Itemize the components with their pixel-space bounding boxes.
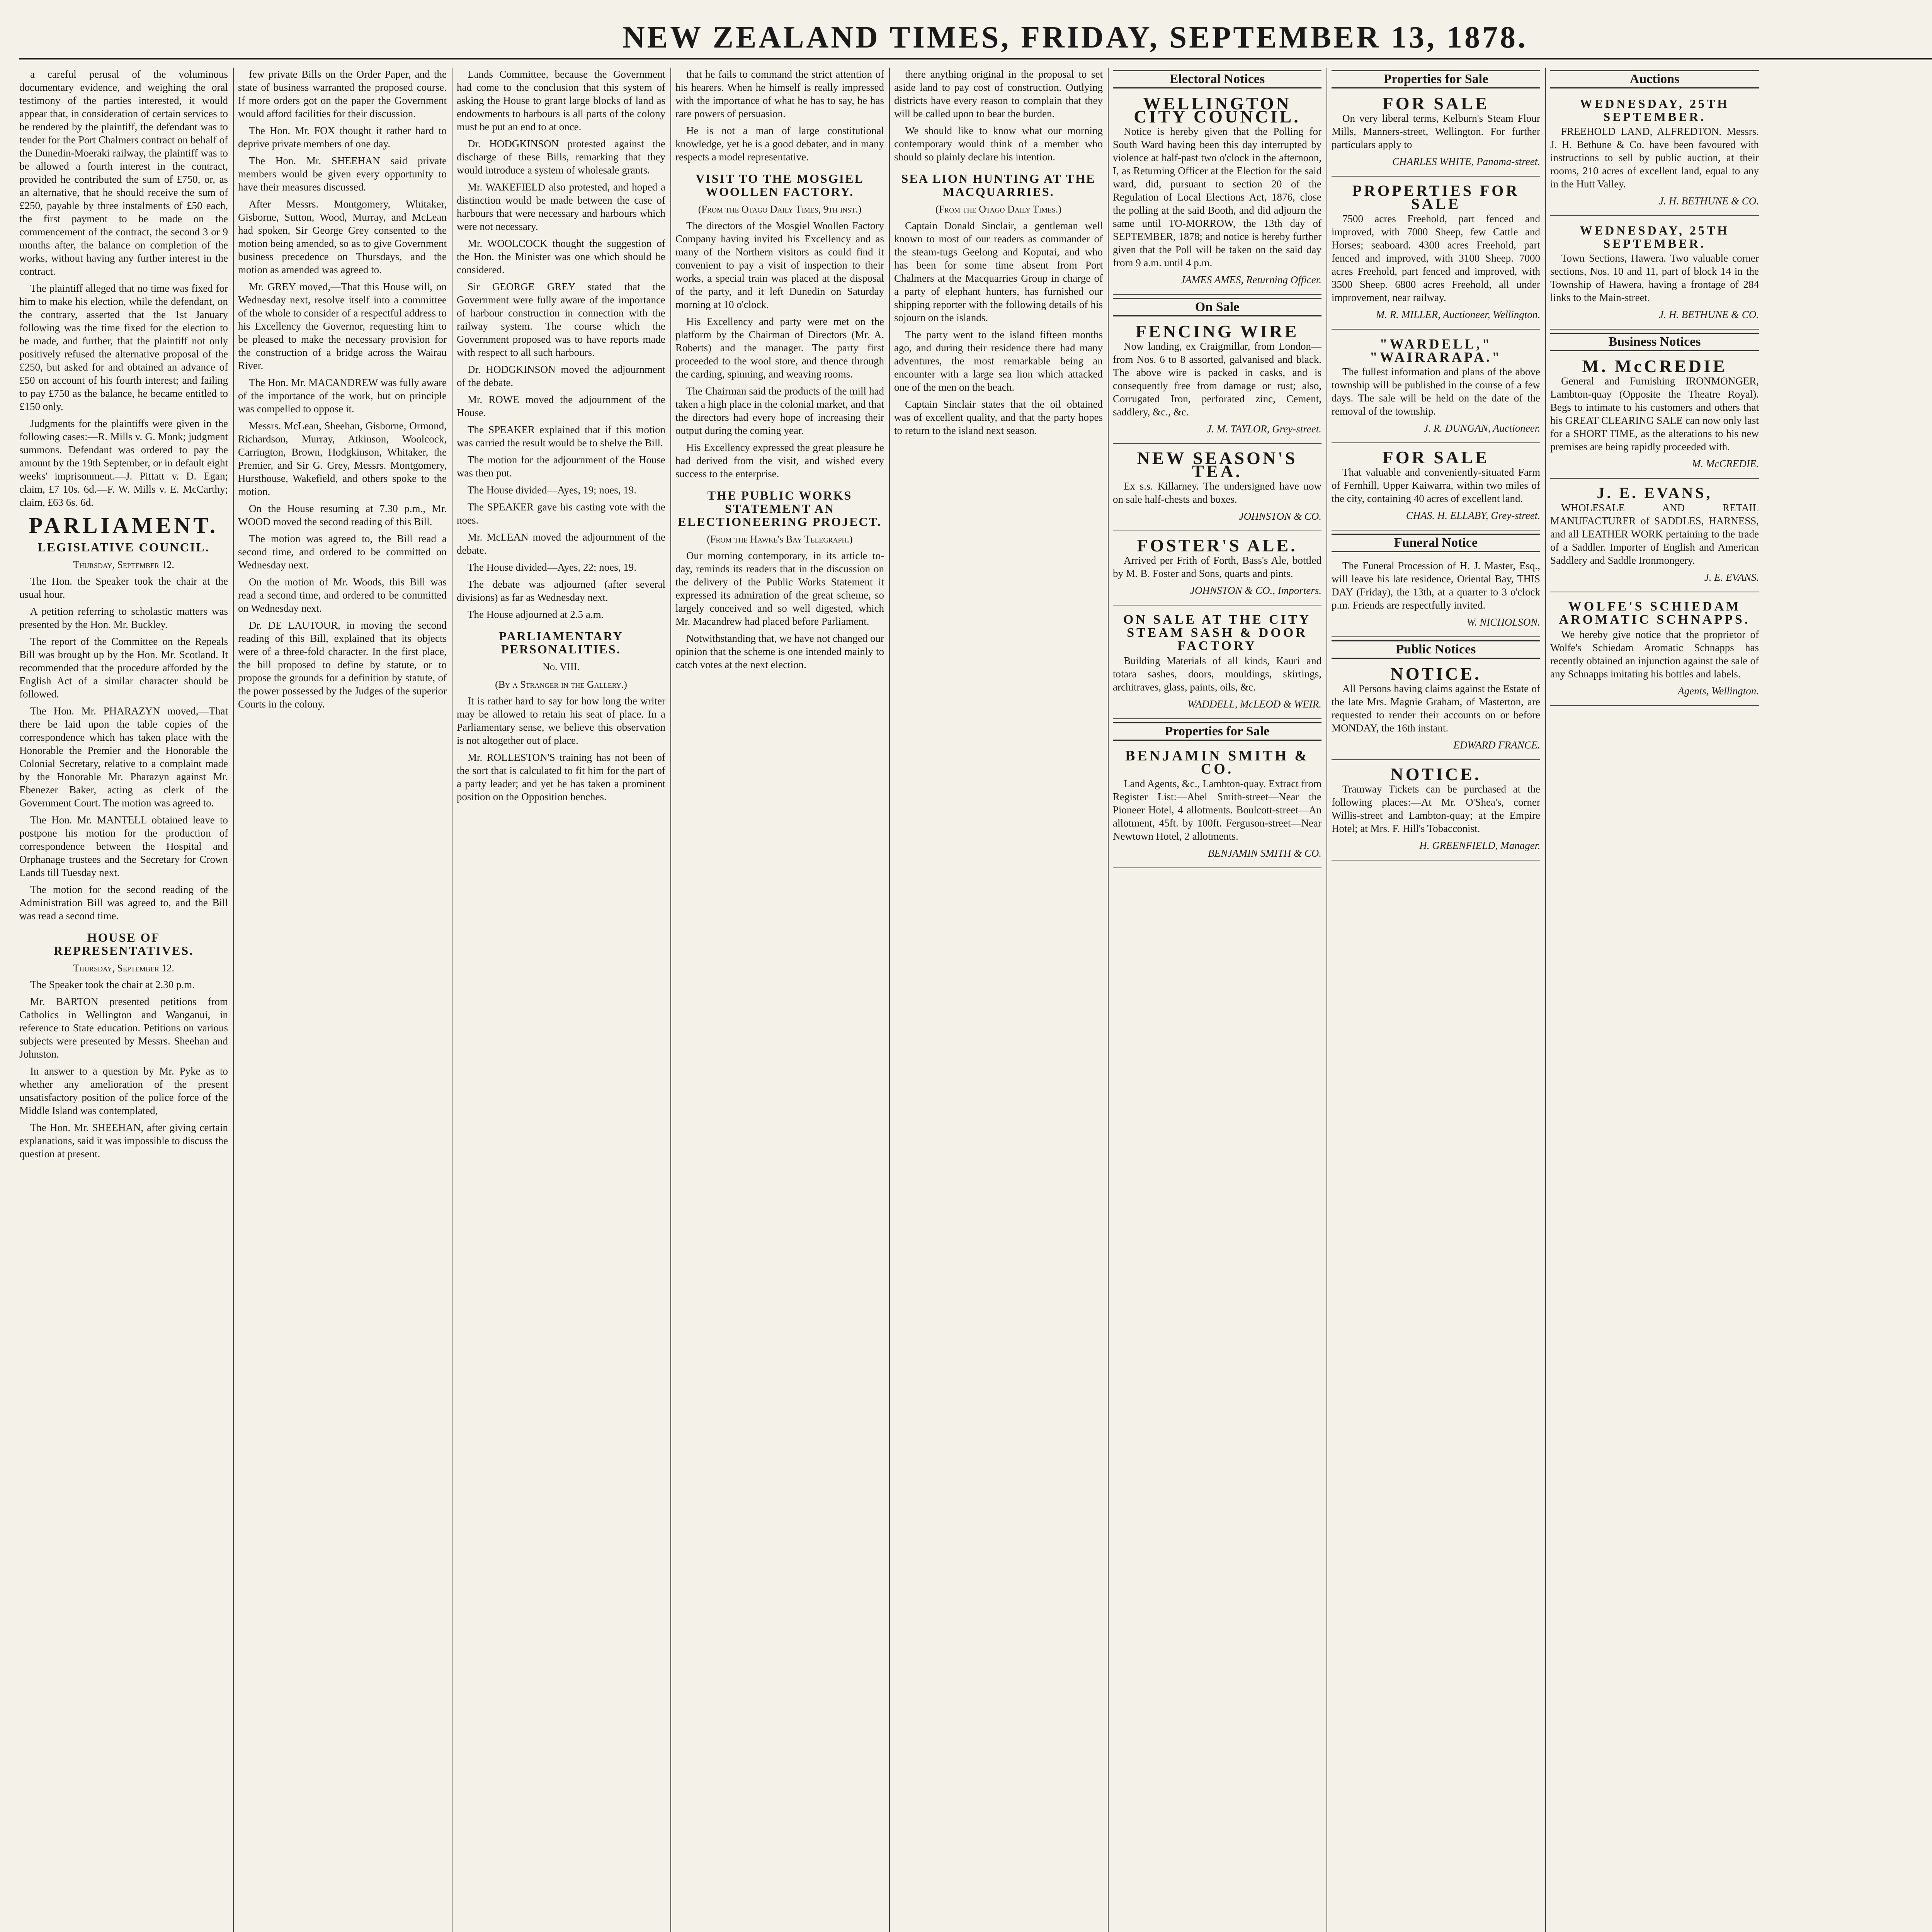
electoral-notices-heading: Electoral Notices	[1113, 70, 1321, 88]
paragraph: Messrs. McLean, Sheehan, Gisborne, Ormond, Richardson, Murray, Atkinson, Woolcock, Carrington, Brown, Hodgkinson, Whitaker, the Premier, and Sir G. Grey, Messrs. Montgomery, Hursthouse, Wakefield, and others spoke to the motion.	[238, 420, 447, 497]
public-notices-heading: Public Notices	[1332, 640, 1540, 659]
paragraph: The Hon. Mr. MACANDREW was fully aware of the importance of the work, but on principle was compelled to oppose it.	[238, 377, 447, 415]
advert-text: Town Sections, Hawera. Two valuable corner sections, Nos. 10 and 11, part of block 14 in the Township of Hawera, having a frontage of 284 links to the Main-street.	[1550, 252, 1759, 303]
advert-signature: J. E. EVANS.	[1704, 571, 1759, 583]
council-heading: LEGISLATIVE COUNCIL.	[37, 540, 210, 554]
paragraph: The party went to the island fifteen months ago, and during their residence there had many adventures, the most remarkable being an encounter with a large sea lion which attacked one of the men on the beach.	[894, 329, 1103, 393]
on-sale-heading: On Sale	[1113, 298, 1321, 316]
advert	[1332, 446, 1540, 531]
sea-lion-source: (From the Otago Daily Times.)	[935, 204, 1061, 215]
advert-signature: W. NICHOLSON.	[1466, 616, 1540, 628]
paragraph: Judgments for the plaintiffs were given in the following cases:—R. Mills v. G. Monk; judgment summons. Defendant was ordered to pay the amount by the 19th September, or in default eight weeks' imprisonment.—J. Pittatt v. D. Egan; claim, £7 10s. 6d.—F. W. Mills v. E. McCarthy; claim, £63 6s. 6d.	[19, 418, 228, 508]
court-report	[19, 68, 228, 509]
advert-text: Tramway Tickets can be purchased at the following places:—At Mr. O'Shea's, corner Willis-street and Lambton-quay; at the Empire Hotel; at Mrs. F. Hill's Tobacconist.	[1332, 783, 1540, 834]
advert-text: Land Agents, &c., Lambton-quay. Extract from Register List:—Abel Smith-street—Near the Pioneer Hotel, 4 allotments. Boulcott-street—An allotment, 45ft. by 100ft. Ferguson-street—Near Newtown Hotel, 2 allotments.	[1113, 778, 1321, 842]
paragraph: Captain Donald Sinclair, a gentleman well known to most of our readers as commander of the steam-tugs Geelong and Koputai, and who has been for some time absent from Port Chalmers at the Macquarries Group in charge of a party of elephant hunters, has furnished our shipping reporter with the following details of his sojourn on the islands.	[894, 220, 1103, 323]
paragraph: The motion for the adjournment of the House was then put.	[457, 454, 665, 479]
advert	[1113, 534, 1321, 605]
column-rule	[670, 68, 671, 1932]
advert-title: ON SALE AT THE CITY STEAM SASH & DOOR FACTORY	[1123, 612, 1311, 653]
paragraph: Dr. HODGKINSON protested against the discharge of these Bills, remarking that they would introduce a system of wholesale grants.	[457, 138, 665, 176]
paragraph: that he fails to command the strict attention of his hearers. When he himself is really impressed with the importance of what he has to say, he has rare powers of persuasion.	[675, 68, 884, 119]
advert-title: WELLINGTON CITY COUNCIL.	[1134, 94, 1301, 126]
woollen-factory-source: (From the Otago Daily Times, 9th inst.)	[698, 204, 862, 215]
advert-text: Now landing, ex Craigmillar, from London—from Nos. 6 to 8 assorted, galvanised and black. The above wire is packed in casks, and is consequently free from damage or rust; also, Corrugated Iron, perforated zinc, Cement, saddlery, &c., &c.	[1113, 340, 1321, 418]
properties-heading: Properties for Sale	[1113, 722, 1321, 741]
advert	[1550, 595, 1759, 706]
advert-signature: J. H. BETHUNE & CO.	[1659, 195, 1759, 207]
column-5	[894, 68, 1103, 1932]
advert-title: FOR SALE	[1382, 94, 1490, 113]
paragraph: Dr. DE LAUTOUR, in moving the second reading of this Bill, explained that its objects were of a three-fold character. In the first place, the bill proposed to define by statute, or to propose the grounds for a definition by statute, of the power possessed by the Judges of the superior Courts in the colony.	[238, 619, 447, 710]
business-notices-heading: Business Notices	[1550, 333, 1759, 351]
advert-text: On very liberal terms, Kelburn's Steam Flour Mills, Manners-street, Wellington. For further particulars apply to	[1332, 112, 1540, 150]
advert	[1550, 355, 1759, 479]
paragraph: Dr. HODGKINSON moved the adjournment of the debate.	[457, 364, 665, 388]
paragraph: The SPEAKER explained that if this motion was carried the result would be to shelve the Bill.	[457, 424, 665, 449]
council-date: Thursday, September 12.	[73, 559, 174, 570]
paragraph: The Hon. Mr. SHEEHAN said private members would be given every opportunity to have their measures discussed.	[238, 155, 447, 193]
paragraph: The SPEAKER gave his casting vote with the noes.	[457, 501, 665, 526]
advert-title: FOSTER'S ALE.	[1137, 536, 1298, 555]
column-rule	[889, 68, 890, 1932]
advert-text: We hereby give notice that the proprietor of Wolfe's Schiedam Aromatic Schnapps has recently obtained an injunction against the sale of any Schnapps imitating his bottles and labels.	[1550, 629, 1759, 680]
advert	[1332, 763, 1540, 861]
advert-title: NOTICE.	[1390, 664, 1481, 684]
paragraph: It is rather hard to say for how long the writer may be allowed to retain his seat of place. In a Parliamentary sense, we believe this observation is not altogether out of place.	[457, 695, 665, 746]
advert-signature: JOHNSTON & CO.	[1239, 510, 1321, 522]
paragraph: A petition referring to scholastic matters was presented by the Hon. Mr. Buckley.	[19, 605, 228, 630]
paragraph: The House divided—Ayes, 22; noes, 19.	[468, 561, 636, 573]
auctions-block	[1550, 68, 1759, 709]
column-8	[1550, 68, 1932, 1932]
advert-signature: H. GREENFIELD, Manager.	[1419, 840, 1540, 851]
advert	[1113, 745, 1321, 868]
paragraph: On the House resuming at 7.30 p.m., Mr. WOOD moved the second reading of this Bill.	[238, 503, 447, 527]
advert-signature: JAMES AMES, Returning Officer.	[1180, 274, 1321, 286]
advert	[1332, 333, 1540, 443]
advert-title: BENJAMIN SMITH & CO.	[1125, 748, 1310, 777]
paragraph: We should like to know what our morning contemporary would think of a member who should so plainly declare his intention.	[894, 125, 1103, 163]
paragraph: Sir GEORGE GREY stated that the Government were fully aware of the importance of harbour construction in connection with the railway system. The course which the Government proposed was to have reports made with respect to all such harbours.	[457, 281, 665, 358]
paragraph: After Messrs. Montgomery, Whitaker, Gisborne, Sutton, Wood, Murray, and McLean had spoken, Sir George Grey consented to the motion being amended, so as to give Government business precedence on Thursdays, and the motion as amended was agreed to.	[238, 198, 447, 276]
public-works-source: (From the Hawke's Bay Telegraph.)	[707, 534, 853, 545]
paragraph: The plaintiff alleged that no time was fixed for him to make his election, while the defendant, on the contrary, asserted that the 1st January following was the time fixed for the election to be made, and further, that the plaintiff not only positively refused the alternative proposal of the £250, but asked for and obtained an advance of £50 on account of his fourth interest; and failing to pay £750 as the balance, he became entitled to £150 only.	[19, 282, 228, 412]
paragraph: The Chairman said the products of the mill had taken a high place in the colonial market, and that the directors had every hope of increasing their output during the coming year.	[675, 385, 884, 436]
paragraph: Mr. ROLLESTON'S training has not been of the sort that is calculated to fit him for the part of a party leader; and yet he has taken a prominent position on the Opposition benches.	[457, 752, 665, 803]
advert-signature: BENJAMIN SMITH & CO.	[1208, 847, 1321, 859]
personalities-byline: (By a Stranger in the Gallery.)	[495, 679, 627, 690]
advert-text: The Funeral Procession of H. J. Master, Esq., will leave his late residence, Oriental Bay, THIS DAY (Friday), the 13th, at a quarter to 3 o'clock p.m. Friends are respectfully invited.	[1332, 560, 1540, 611]
paragraph: The motion for the second reading of the Administration Bill was agreed to, and the Bill was read a second time.	[19, 884, 228, 922]
column-1	[19, 68, 228, 1932]
columns	[19, 68, 1932, 1932]
advert-signature: JOHNSTON & CO., Importers.	[1190, 585, 1321, 596]
advert-title: NEW SEASON'S TEA.	[1137, 448, 1298, 481]
advert	[1550, 219, 1759, 330]
advert	[1113, 609, 1321, 719]
advert-text: The fullest information and plans of the above township will be published in the course of a few days. The sale will be held on the date of the removal of the township.	[1332, 366, 1540, 417]
advert-title: FOR SALE	[1382, 447, 1490, 467]
advert-text: FREEHOLD LAND, ALFREDTON. Messrs. J. H. Bethune & Co. have been favoured with instructions to sell by public auction, at their rooms, 210 acres of excellent land, equal to any in the Hutt Valley.	[1550, 126, 1759, 190]
paragraph: The Hon. Mr. MANTELL obtained leave to postpone his motion for the production of correspondence between the Hospital and Orphanage trustees and the Secretary for Crown Lands till Tuesday next.	[19, 814, 228, 878]
paragraph: On the motion of Mr. Woods, this Bill was read a second time, and ordered to be committed on Wednesday next.	[238, 576, 447, 614]
properties-heading: Properties for Sale	[1332, 70, 1540, 88]
paragraph: The Hon. Mr. FOX thought it rather hard to deprive private members of one day.	[238, 125, 447, 150]
masthead-title: NEW ZEALAND TIMES, FRIDAY, SEPTEMBER 13, 1878.	[622, 20, 1528, 54]
paragraph: The Hon. the Speaker took the chair at the usual hour.	[19, 575, 228, 600]
advert-text: 7500 acres Freehold, part fenced and improved, with 7000 Sheep, few Cattle and Horses; seaboard. 4300 acres Freehold, part fenced and improved, with 3100 Sheep. 7000 acres Freehold, part fenced and improved, with 3500 Sheep. 6800 acres Freehold, all under improvement, near railway.	[1332, 213, 1540, 303]
advert-title: NOTICE.	[1390, 764, 1481, 784]
advert-text: General and Furnishing IRONMONGER, Lambton-quay (Opposite the Theatre Royal). Begs to intimate to his customers and others that his GREAT CLEARING SALE can now only last for a SHORT TIME, as the alterations to his new premises are being rapidly proceeded with.	[1550, 375, 1759, 452]
paragraph: there anything original in the proposal to set aside land to pay cost of construction. Outlying districts have every reason to complain that they will be called upon to bear the burden.	[894, 68, 1103, 119]
paragraph: Mr. WAKEFIELD also protested, and hoped a distinction would be made between the case of harbours that were necessary and harbours which were not necessary.	[457, 181, 665, 232]
public-works-heading: THE PUBLIC WORKS STATEMENT AN ELECTIONEERING PROJECT.	[678, 488, 882, 529]
column-2	[238, 68, 447, 1932]
advert-signature: J. R. DUNGAN, Auctioneer.	[1423, 422, 1540, 434]
advert-title: FENCING WIRE	[1135, 321, 1299, 341]
paragraph: The Hon. Mr. SHEEHAN, after giving certain explanations, said it was impossible to discuss the question at present.	[19, 1122, 228, 1160]
paragraph: The Hon. Mr. PHARAZYN moved,—That there be laid upon the table copies of the correspondence which has taken place with the Honorable the Premier and the Honorable the Colonial Secretary, relative to a complaint made by the Honorable Mr. Pharazyn against Mr. Ebenezer Baker, acting as clerk of the Government Court. The motion was agreed to.	[19, 705, 228, 809]
advert-text: All Persons having claims against the Estate of the late Mrs. Magnie Graham, of Masterton, are requested to render their accounts on or before MONDAY, the 16th instant.	[1332, 683, 1540, 734]
advert-signature: M. McCREDIE.	[1692, 458, 1759, 469]
paragraph: Mr. GREY moved,—That this House will, on Wednesday next, resolve itself into a committee of the whole to consider of a respectful address to his Excellency the Governor, requesting him to be pleased to make the necessary provision for the construction of a bridge across the Wairau River.	[238, 281, 447, 371]
advert	[1113, 320, 1321, 444]
paragraph: Lands Committee, because the Government had come to the conclusion that this system of asking the House to grant large blocks of land as endowments to harbours is all parts of the colony must be put an end to at once.	[457, 68, 665, 133]
advert-text: That valuable and conveniently-situated Farm of Fernhill, Upper Kaiwarra, within two miles of the city, containing 40 acres of excellent land.	[1332, 466, 1540, 504]
masthead	[19, 15, 1932, 60]
paragraph: Our morning contemporary, in its article to-day, reminds its readers that in the discussion on the delivery of the Public Works Statement it expressed its admiration of the great scheme, so largely conceived and so well digested, which Mr. Macandrew had placed before Parliament.	[675, 550, 884, 627]
paragraph: Mr. BARTON presented petitions from Catholics in Wellington and Wanganui, in reference to State education. Petitions on various subjects were presented by Messrs. Sheehan and Johnston.	[19, 996, 228, 1060]
advert-text: Ex s.s. Killarney. The undersigned have now on sale half-chests and boxes.	[1113, 480, 1321, 505]
advert-title: PROPERTIES FOR SALE	[1352, 182, 1520, 213]
advert-signature: EDWARD FRANCE.	[1453, 739, 1540, 751]
advert-title: WOLFE'S SCHIEDAM AROMATIC SCHNAPPS.	[1559, 599, 1750, 627]
paragraph: The motion was agreed to, the Bill read a second time, and ordered to be committed on Wednesday next.	[238, 533, 447, 571]
house-date: Thursday, September 12.	[73, 963, 174, 974]
paragraph: The Speaker took the chair at 2.30 p.m.	[30, 979, 195, 990]
advert-text: Building Materials of all kinds, Kauri and totara sashes, doors, mouldings, skirtings, architraves, glass, paints, oils, &c.	[1113, 655, 1321, 693]
paragraph: In answer to a question by Mr. Pyke as to whether any amelioration of the present unsatisfactory position of the police force of the Middle Island was contemplated,	[19, 1065, 228, 1116]
funeral-notice-heading: Funeral Notice	[1332, 534, 1540, 552]
advert	[1113, 92, 1321, 295]
sea-lion-heading: SEA LION HUNTING AT THE MACQUARRIES.	[901, 172, 1096, 199]
advert-signature: CHARLES WHITE, Panama-street.	[1392, 156, 1540, 167]
paragraph: a careful perusal of the voluminous documentary evidence, and weighing the oral testimony of the parties interested, it would appear that, in consideration of certain services to be rendered by the plaintiff, the defendant was to tender for the Port Chalmers contract on behalf of the Dunedin-Moeraki railway, the plaintiff was to be allowed a fourth interest in the contract, provided he contributed the sum of £750, or, as an alternative, that he should receive the sum of £250, payable by three instalments of £50 each, the first payment to be made on the commencement of the contract, the second 3 or 9 months after, the balance on completion of the works, without having any further interest in the contract.	[19, 68, 228, 277]
advert-title: WEDNESDAY, 25TH SEPTEMBER.	[1580, 223, 1730, 250]
house-heading: HOUSE OF REPRESENTATIVES.	[53, 930, 194, 957]
advert-text: WHOLESALE AND RETAIL MANUFACTURER of SADDLES, HARNESS, and all LEATHER WORK pertaining to the trade of a Saddler. Importer of English and American Saddlery and Saddle Ironmongery.	[1550, 502, 1759, 566]
paragraph: The House adjourned at 2.5 a.m.	[468, 609, 604, 620]
column-4	[675, 68, 884, 1932]
paragraph: few private Bills on the Order Paper, and the state of business warranted the proposed course. If more orders got on the paper the Government would afford facilities for their discussion.	[238, 68, 447, 119]
advert	[1550, 482, 1759, 592]
personalities-heading: PARLIAMENTARY PERSONALITIES.	[499, 629, 623, 656]
paragraph: The report of the Committee on the Repeals Bill was brought up by the Hon. Mr. Scotland. It recommended that the procedure afforded by the English Act of a similar character should be followed.	[19, 636, 228, 700]
advert-signature: M. R. MILLER, Auctioneer, Wellington.	[1376, 309, 1540, 320]
advert-title: J. E. EVANS,	[1597, 484, 1713, 502]
funeral-notice	[1332, 556, 1540, 637]
advert-signature: J. M. TAYLOR, Grey-street.	[1207, 423, 1321, 435]
auctions-heading: Auctions	[1550, 70, 1759, 88]
paragraph: Mr. McLEAN moved the adjournment of the debate.	[457, 531, 665, 556]
woollen-factory-heading: VISIT TO THE MOSGIEL WOOLLEN FACTORY.	[696, 172, 864, 199]
paragraph: Mr. WOOLCOCK thought the suggestion of the Hon. the Minister was one which should be considered.	[457, 238, 665, 276]
column-3	[457, 68, 665, 1932]
advert-title: M. McCREDIE	[1582, 356, 1727, 376]
advert-signature: WADDELL, McLEOD & WEIR.	[1187, 698, 1321, 710]
parliament-heading: PARLIAMENT.	[29, 513, 219, 538]
column-rule	[1108, 68, 1109, 1932]
advert	[1332, 92, 1540, 177]
paragraph: The House divided—Ayes, 19; noes, 19.	[468, 484, 636, 496]
paragraph: His Excellency and party were met on the platform by the Chairman of Directors (Mr. A. Roberts) and the manager. The party first proceeded to the wool store, and thence through the carding, spinning, and weaving rooms.	[675, 316, 884, 380]
advert	[1550, 92, 1759, 216]
paragraph: Captain Sinclair states that the oil obtained was of excellent quality, and that the party hopes to return to the island next season.	[894, 398, 1103, 436]
paragraph: His Excellency expressed the great pleasure he had derived from the visit, and wished every success to the enterprise.	[675, 442, 884, 480]
advert-signature: CHAS. H. ELLABY, Grey-street.	[1406, 510, 1540, 521]
paragraph: He is not a man of large constitutional knowledge, yet he is a good debater, and in many respects a model representative.	[675, 125, 884, 163]
paragraph: The debate was adjourned (after several divisions) as far as Wednesday next.	[457, 578, 665, 603]
advert-text: Arrived per Frith of Forth, Bass's Ale, bottled by M. B. Foster and Sons, quarts and pints.	[1113, 554, 1321, 579]
advert	[1332, 180, 1540, 330]
advert-signature: Agents, Wellington.	[1678, 685, 1759, 697]
advert	[1113, 447, 1321, 531]
column-rule	[1545, 68, 1546, 1932]
advert-title: "WARDELL," "WAIRARAPA."	[1369, 336, 1502, 365]
column-6	[1113, 68, 1321, 1932]
paragraph: The directors of the Mosgiel Woollen Factory Company having invited his Excellency and as many of the Northern visitors as could find it convenient to pay a visit of inspection to their works, a special train was placed at the disposal of the party, and it left Dunedin on Saturday morning at 10 o'clock.	[675, 220, 884, 310]
advert	[1332, 663, 1540, 760]
paragraph: Notwithstanding that, we have not changed our opinion that the scheme is one intended mainly to catch votes at the next election.	[675, 633, 884, 670]
advert-text: Notice is hereby given that the Polling for South Ward having been this day interrupted by violence at half-past two o'clock in the afternoon, I, as Returning Officer at the Election for the said ward, did, pursuant to section 20 of the Regulation of Local Elections Act, 1876, close the polling at the said Booth, and did adjourn the same until TO-MORROW, the 13th day of SEPTEMBER, 1878; and notice is hereby further given that the Poll will be taken on the said day from 9 a.m. until 4 p.m.	[1113, 126, 1321, 269]
column-7	[1332, 68, 1540, 1932]
advert-title: WEDNESDAY, 25TH SEPTEMBER.	[1580, 97, 1730, 124]
column-rule	[233, 68, 234, 1932]
personalities-number: No. VIII.	[543, 661, 580, 672]
paragraph: Mr. ROWE moved the adjournment of the House.	[457, 394, 665, 418]
advert-signature: J. H. BETHUNE & CO.	[1659, 309, 1759, 320]
